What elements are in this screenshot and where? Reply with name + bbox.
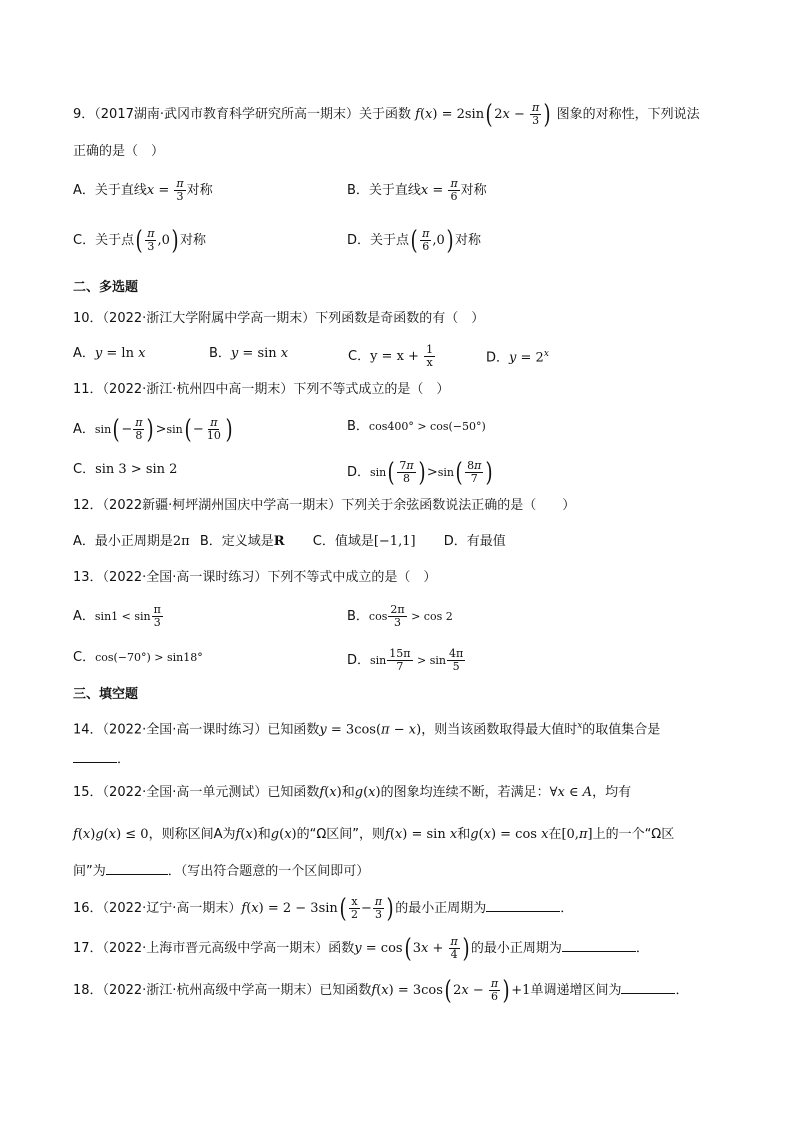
q9-func: f (415, 107, 420, 122)
q9-option-b[interactable]: B．关于直线x = $\frac{\pi}{6}$ 对称 (347, 177, 487, 203)
q17-stem: 17．（2022·上海市晋元高级中学高一期末）函数y = cos( 3x + $\frac{\pi}{4}$ ) 的最小正周期为 ． (73, 933, 649, 964)
q9-stem-line2: 正确的是（ ） (73, 144, 165, 159)
q13-option-a[interactable]: A．sin1 < sin $\frac{\pi}{3}$ (73, 603, 161, 629)
q10-option-c[interactable]: C．y = x + $\frac{1}{x}$ (348, 343, 434, 369)
section-fill-blank: 三、填空题 (73, 687, 139, 702)
q12-stem: 12．（2022新疆·柯坪湖州国庆中学高一期末）下列关于余弦函数说法正确的是（ ） (73, 498, 576, 513)
q10-option-d[interactable]: D．$y = 2^x$ (486, 349, 549, 366)
q12-option-d: D．有最值 (443, 534, 506, 549)
q17-answer-blank[interactable] (562, 937, 636, 952)
q15-stem-line3: 间”为 ．（写出符合题意的一个区间即可） (73, 860, 369, 882)
q10-option-a[interactable]: A．y = ln x (73, 346, 146, 361)
q16-stem: 16．（2022·辽宁·高一期末）f(x) = 2 − 3sin( $\frac{x}{2}$ − $\frac{\pi}{3}$ ) 的最小正周期为 ． (73, 893, 574, 924)
q14-answer-blank[interactable]: ． (73, 748, 130, 770)
q9-prefix: 9．（2017湖南·武冈市教育科学研究所高一期末）关于函数 (73, 107, 411, 122)
q9-option-c[interactable]: C．关于点( $\frac{\pi}{3}$ ,0) 对称 (73, 225, 207, 256)
q11-stem: 11．（2022·浙江·杭州四中高一期末）下列不等式成立的是（ ） (73, 382, 450, 397)
q11-option-a[interactable]: A．sin( − $\frac{\pi}{8}$ ) >sin( − $\frac{\pi}{10}$ ) (73, 414, 233, 445)
q9-stem: 9．（2017湖南·武冈市教育科学研究所高一期末）关于函数 f(x) = 2sin( 2x − $\frac{\pi}{3}$ ) 图象的对称性，下列说法 (73, 99, 700, 130)
q13-stem: 13．（2022·全国·高一课时练习）下列不等式中成立的是（ ） (73, 570, 437, 585)
q13-option-d[interactable]: D．sin $\frac{15\pi}{7}$ > sin $\frac{4\pi}{5}$ (347, 647, 464, 673)
q11-option-c[interactable]: C．sin 3 > sin 2 (73, 462, 178, 477)
q12-option-a: A．最小正周期是 (73, 534, 173, 549)
q11-option-b[interactable]: B．cos400° > cos(−50°) (347, 419, 486, 434)
q9-option-d[interactable]: D．关于点( $\frac{\pi}{6}$ ,0) 对称 (347, 225, 481, 256)
q13-option-c[interactable]: C．cos(−70°) > sin18° (73, 650, 203, 665)
q9-option-a[interactable]: A．关于直线x = $\frac{\pi}{3}$ 对称 (73, 177, 213, 203)
q13-option-b[interactable]: B．cos $\frac{2\pi}{3}$ > cos 2 (347, 603, 453, 629)
q18-answer-blank[interactable] (621, 979, 675, 994)
q15-stem-line1: 15．（2022·全国·高一单元测试）已知函数f(x)和g(x)的图象均连续不断，若满足：∀x ∈ A，均有 (73, 785, 632, 800)
q10-stem: 10．（2022·浙江大学附属中学高一期末）下列函数是奇函数的有（ ） (73, 311, 485, 326)
section-multiple-choice: 二、多选题 (73, 280, 139, 295)
q15-answer-blank[interactable] (106, 860, 168, 875)
q9-suffix: 图象的对称性，下列说法 (556, 107, 700, 122)
q11-option-d[interactable]: D．sin( $\frac{7\pi}{8}$ ) >sin( $\frac{8\pi}{7}$ ) (347, 457, 493, 488)
q18-stem: 18．（2022·浙江·杭州高级中学高一期末）已知函数f(x) = 3cos( 2x − $\frac{\pi}{6}$ ) +1单调递增区间为 ． (73, 975, 689, 1006)
q12-options[interactable]: A．最小正周期是2π B．定义域是R C．值域是[−1,1] D．有最值 (73, 534, 506, 549)
q10-option-b[interactable]: B．y = sin x (209, 346, 289, 361)
q16-answer-blank[interactable] (486, 897, 560, 912)
q12-option-c: C．值域是 (312, 534, 374, 549)
q12-option-b: B．定义域是 (199, 534, 274, 549)
q15-stem-line2: f(x)g(x) ≤ 0，则称区间A为f(x)和g(x)的“Ω区间”，则f(x) = sin x和g(x) = cos x在[0,π]上的一个“Ω区 (73, 827, 675, 842)
q14-stem: 14．（2022·全国·高一课时练习）已知函数y = 3cos(π − x)，则当该函数取得最大值时$^x$的取值集合是 (73, 721, 661, 738)
